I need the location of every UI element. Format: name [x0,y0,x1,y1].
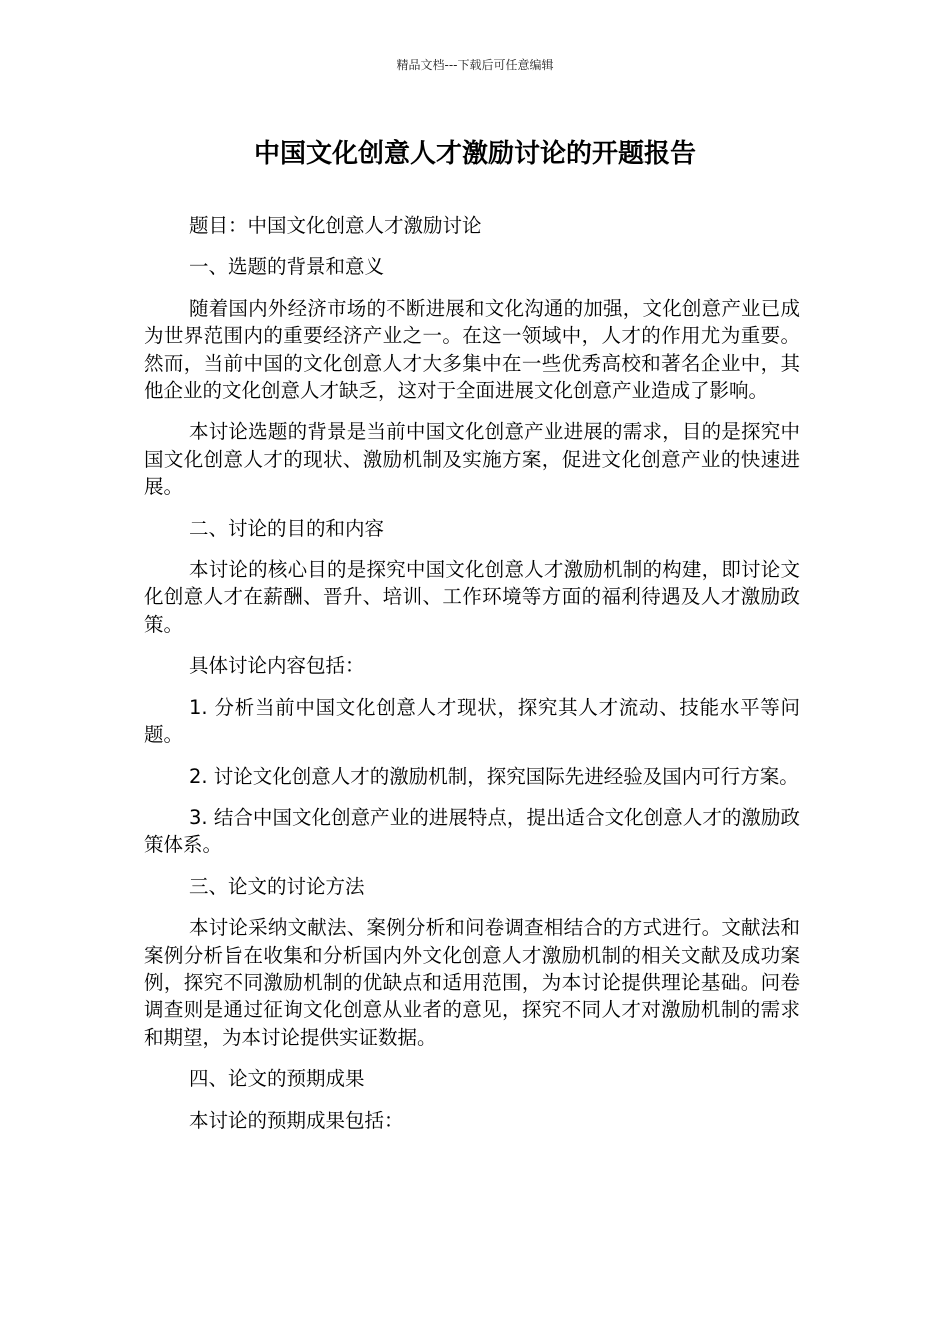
section-heading-background: 一、选题的背景和意义 [189,255,385,279]
list-item: 1. 分析当前中国文化创意人才现状，探究其人才流动、技能水平等问题。 [144,695,800,747]
document-body [144,212,800,1148]
body-paragraph: 本讨论的核心目的是探究中国文化创意人才激励机制的构建，即讨论文化创意人才在薪酬、晋升、培训、工作环境等方面的福利待遇及人才激励政策。 [144,558,800,636]
document-title: 中国文化创意人才激励讨论的开题报告 [253,139,696,169]
body-paragraph: 随着国内外经济市场的不断进展和文化沟通的加强，文化创意产业已成为世界范围内的重要经济产业之一。在这一领域中，人才的作用尤为重要。然而，当前中国的文化创意人才大多集中在一些优秀高校和著名企业中，其他企业的文化创意人才缺乏，这对于全面进展文化创意产业造成了影响。 [144,296,800,403]
section-heading-outcomes: 四、论文的预期成果 [189,1067,365,1091]
body-paragraph: 具体讨论内容包括： [189,654,365,678]
body-paragraph: 本讨论的预期成果包括： [189,1108,404,1132]
body-paragraph: 本讨论采纳文献法、案例分析和问卷调查相结合的方式进行。文献法和案例分析旨在收集和分析国内外文化创意人才激励机制的相关文献及成功案例，探究不同激励机制的优缺点和适用范围，为本讨论提供理论基础。问卷调查则是通过征询文化创意从业者的意见，探究不同人才对激励机制的需求和期望，为本讨论提供实证数据。 [144,916,800,1049]
list-item: 3. 结合中国文化创意产业的进展特点，提出适合文化创意人才的激励政策体系。 [144,805,800,857]
body-paragraph: 本讨论选题的背景是当前中国文化创意产业进展的需求，目的是探究中国文化创意人才的现状、激励机制及实施方案，促进文化创意产业的快速进展。 [144,420,800,499]
page-header: 精品文档---下载后可任意编辑 [396,58,554,72]
subject-line: 题目：中国文化创意人才激励讨论 [189,214,482,237]
section-heading-purpose: 二、讨论的目的和内容 [189,516,385,540]
section-heading-method: 三、论文的讨论方法 [189,874,365,898]
list-item: 2. 讨论文化创意人才的激励机制，探究国际先进经验及国内可行方案。 [189,764,799,788]
